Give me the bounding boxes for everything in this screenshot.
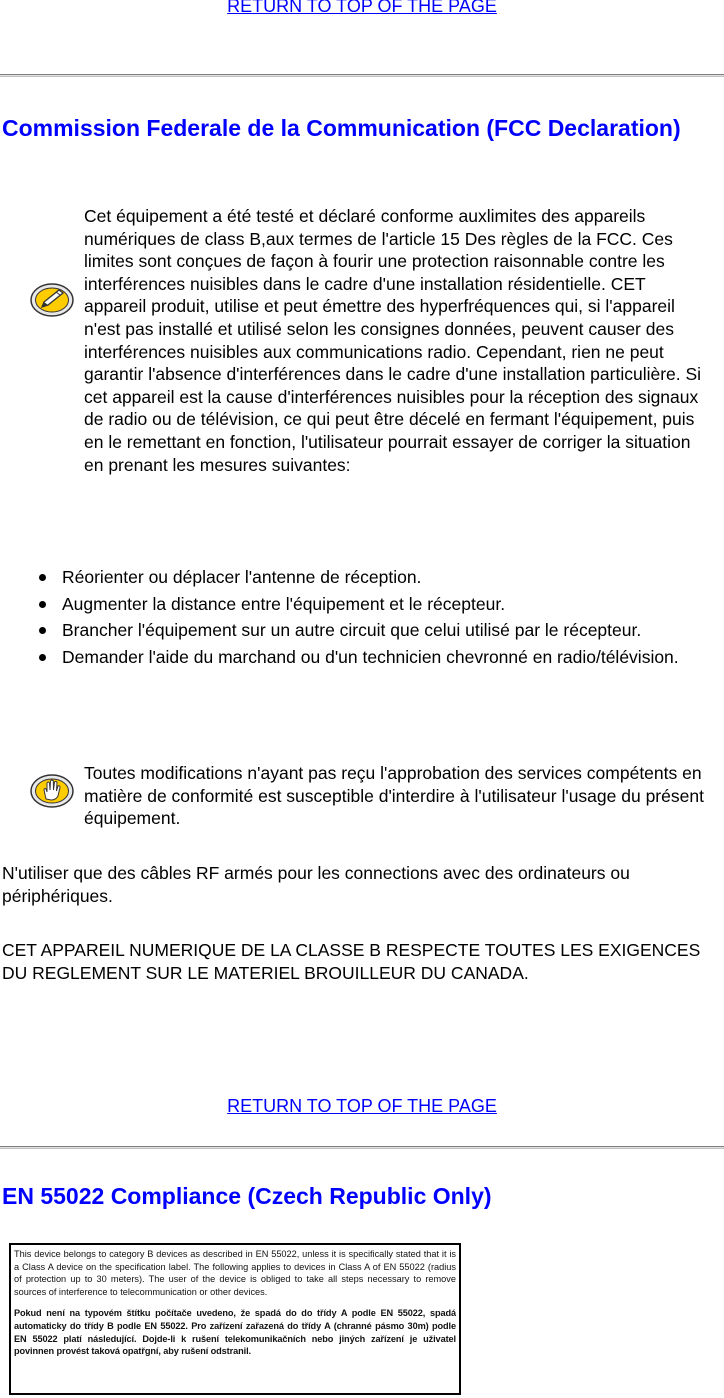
remedy-list	[0, 566, 700, 672]
en55022-heading: EN 55022 Compliance (Czech Republic Only)	[2, 1183, 492, 1209]
modification-warning-text: Toutes modifications n'ayant pas reçu l'approbation des services compétents en matière de conformité est susceptible d'interdire à l'utilisateur l'usage du présent équipement.	[84, 763, 704, 829]
list-item: Brancher l'équipement sur un autre circuit que celui utilisé par le récepteur.	[62, 619, 700, 642]
en55022-notice-image	[9, 1243, 461, 1395]
list-item: Demander l'aide du marchand ou d'un technicien chevronné en radio/télévision.	[62, 646, 700, 669]
list-item: Réorienter ou déplacer l'antenne de réception.	[62, 566, 700, 589]
list-item: Augmenter la distance entre l'équipement et le récepteur.	[62, 593, 700, 616]
rf-cable-paragraph: N'utiliser que des câbles RF armés pour les connections avec des ordinateurs ou périphériques.	[2, 863, 630, 906]
fcc-notice-text: Cet équipement a été testé et déclaré conforme auxlimites des appareils numériques de class B,aux termes de l'article 15 Des règles de la FCC. Ces limites sont conçues de façon à fourir une protection raisonnable contre les interférences nuisibles dans le cadre d'une installation résidentielle. CET appareil produit, utilise et peut émettre des hyperfréquences qui, si l'appareil n'est pas installé et utilisé selon les consignes données, peuvent causer des interférences nuisibles aux communications radio. Cependant, rien ne peut garantir l'absence d'interférences dans le cadre d'une installation particulière. Si cet appareil est la cause d'interférences nuisibles pour la réception des signaux de radio ou de télévision, ce qui peut être décelé en fermant l'équipement, puis en le remettant en fonction, l'utilisateur pourrait essayer de corriger la situation en prenant les mesures suivantes:	[84, 206, 702, 475]
horizontal-rule	[0, 74, 724, 77]
return-to-top-link-bottom[interactable]: RETURN TO TOP OF THE PAGE	[227, 1096, 497, 1116]
fcc-heading: Commission Federale de la Communication (FCC Declaration)	[2, 115, 681, 141]
return-to-top-link-top[interactable]: RETURN TO TOP OF THE PAGE	[227, 0, 497, 16]
hand-warning-icon	[30, 773, 74, 809]
en55022-czech-text: Pokud není na typovém štítku počítače uvedeno, že spadá do do třídy A podle EN 55022, spadá automaticky do třídy B podle EN 55022. Pro zařízení zařazená do třídy A (chranné pásmo 30m) podle EN 55022 platí následující. Dojde-li k rušení telekomunikačních nebo jiných zařízení je uživatel povinnen provést taková opatřgní, aby rušení odstranil.	[14, 1308, 456, 1357]
pencil-note-icon	[30, 282, 74, 318]
canada-compliance-paragraph: CET APPAREIL NUMERIQUE DE LA CLASSE B RESPECTE TOUTES LES EXIGENCES DU REGLEMENT SUR LE MATERIEL BROUILLEUR DU CANADA.	[2, 940, 701, 983]
en55022-english-text: This device belongs to category B devices as described in EN 55022, unless it is specifically stated that it is a Class A device on the specification label. The following applies to devices in Class A of EN 55022 (radius of protection up to 30 meters). The user of the device is obliged to take all steps necessary to remove sources of interference to telecommunication or other devices.	[14, 1249, 456, 1297]
horizontal-rule	[0, 1146, 724, 1149]
